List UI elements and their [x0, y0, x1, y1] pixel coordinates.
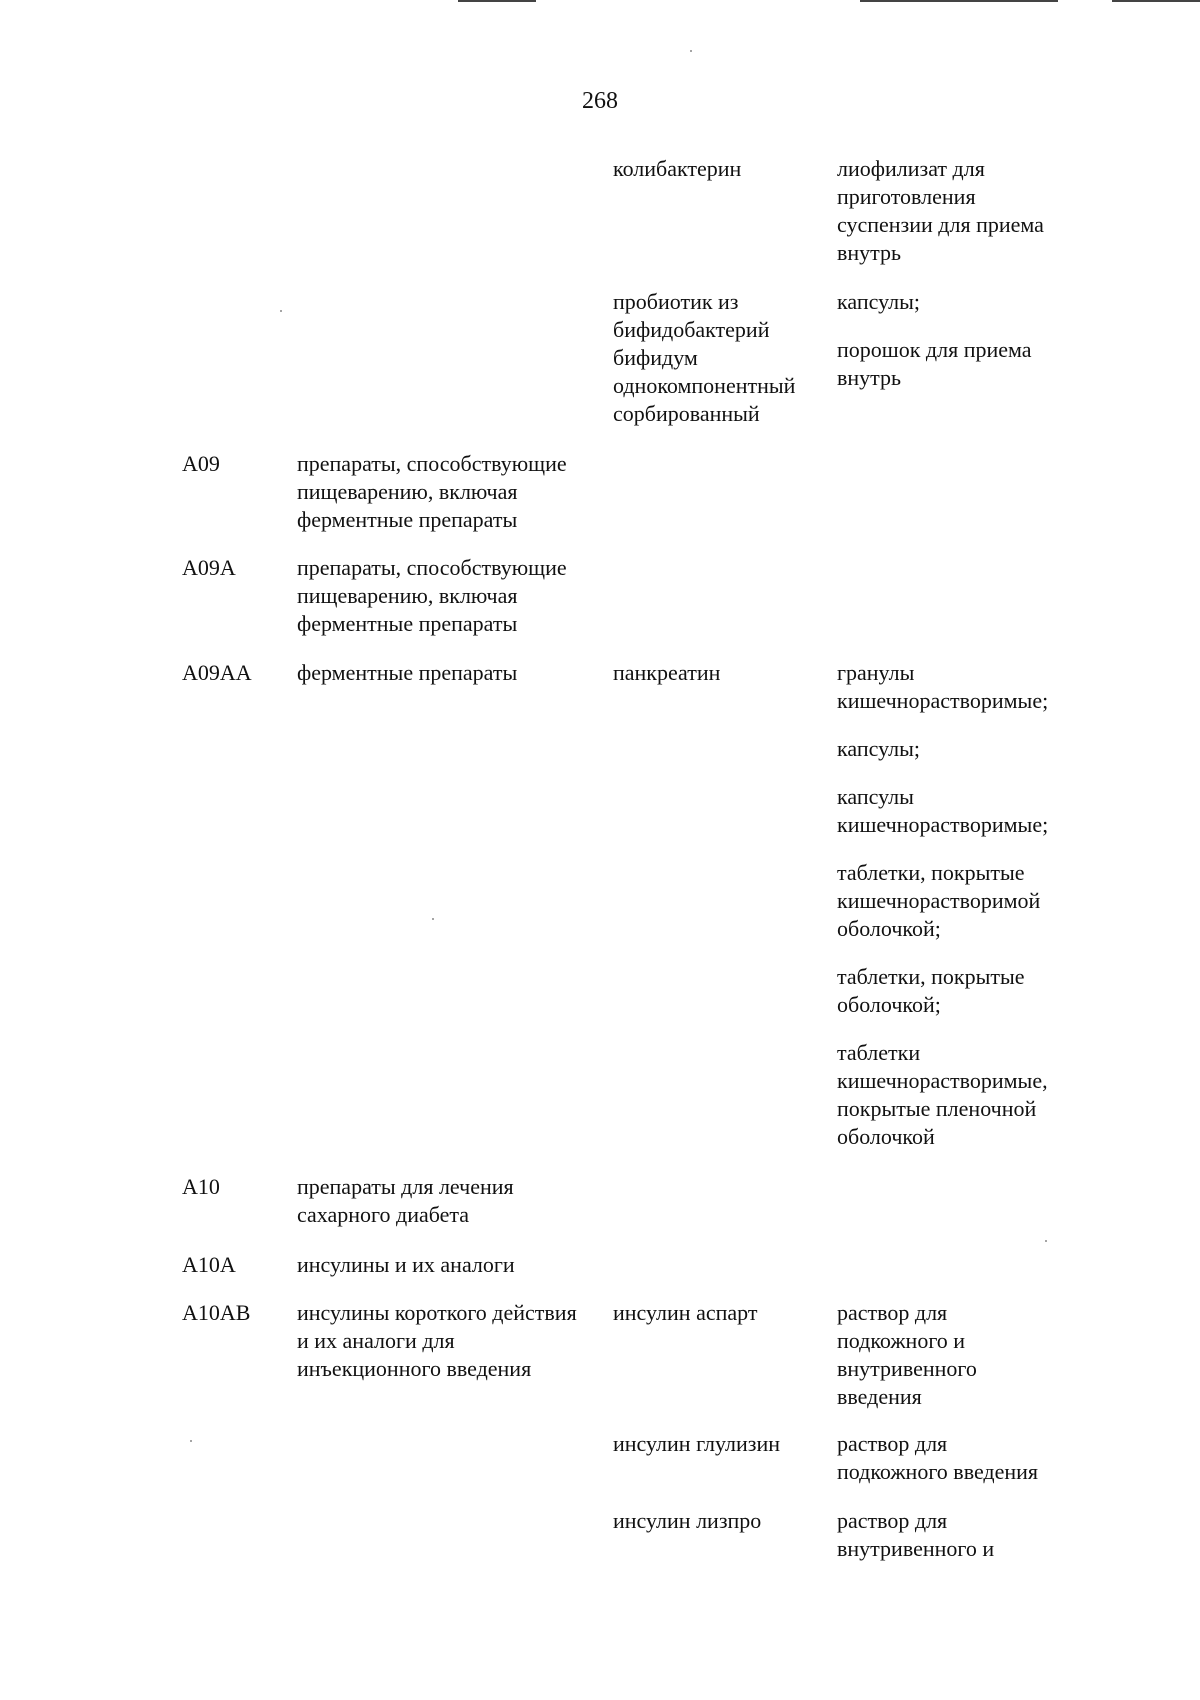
dosage-form-line: подкожного введения: [837, 1459, 1039, 1484]
dosage-form-line: раствор для: [837, 1508, 948, 1533]
dosage-form-line: капсулы;: [837, 736, 920, 761]
atc-group-name: препараты для лечения сахарного диабета: [297, 1174, 514, 1227]
drug-name: колибактерин: [613, 156, 742, 181]
atc-code: A09A: [182, 555, 236, 580]
dosage-form: [837, 1430, 1097, 1486]
dosage-forms: [837, 155, 1097, 267]
dosage-form-line: раствор для: [837, 1300, 948, 1325]
scan-edge-line: [458, 0, 536, 2]
dosage-form: [837, 1039, 1097, 1151]
dosage-form-line: оболочкой;: [837, 916, 941, 941]
dosage-form: [837, 859, 1097, 943]
dosage-form: [837, 783, 1097, 839]
dosage-form-line: покрытые пленочной: [837, 1096, 1037, 1121]
dosage-form-line: таблетки, покрытые: [837, 860, 1025, 885]
dosage-form-line: таблетки: [837, 1040, 921, 1065]
scan-speck: [432, 918, 434, 920]
scan-edge-line: [860, 0, 1058, 2]
dosage-form: [837, 1507, 1097, 1563]
dosage-form-line: внутрь: [837, 240, 902, 265]
dosage-form-line: лиофилизат для: [837, 156, 985, 181]
form-gap: [837, 1019, 1097, 1039]
dosage-form-line: кишечнорастворимые,: [837, 1068, 1048, 1093]
atc-group-name: препараты, способствующие пищеварению, включая ферментные препараты: [297, 555, 567, 636]
page-number: 268: [582, 88, 618, 114]
dosage-form-line: приготовления: [837, 184, 976, 209]
drug-name: инсулин аспарт: [613, 1300, 758, 1325]
form-gap: [837, 715, 1097, 735]
scan-edge-line: [1112, 0, 1200, 2]
dosage-form-line: внутривенного: [837, 1356, 977, 1381]
dosage-form-line: кишечнорастворимые;: [837, 812, 1049, 837]
dosage-form: [837, 735, 1097, 763]
scan-speck: [190, 1440, 192, 1442]
dosage-form: [837, 659, 1097, 715]
scan-speck: [690, 50, 692, 52]
dosage-form-line: внутривенного и: [837, 1536, 995, 1561]
atc-group-name: инсулины и их аналоги: [297, 1252, 515, 1277]
dosage-form-line: оболочкой;: [837, 992, 941, 1017]
drug-name: инсулин лизпро: [613, 1508, 762, 1533]
atc-group-name: ферментные препараты: [297, 660, 518, 685]
dosage-form-line: капсулы;: [837, 289, 920, 314]
scan-speck: [1045, 1240, 1047, 1242]
dosage-form-line: кишечнорастворимые;: [837, 688, 1049, 713]
dosage-form-line: таблетки, покрытые: [837, 964, 1025, 989]
atc-code: A09AA: [182, 660, 252, 685]
atc-group-name: препараты, способствующие пищеварению, включая ферментные препараты: [297, 451, 567, 532]
dosage-form-line: оболочкой: [837, 1124, 935, 1149]
dosage-forms: [837, 1430, 1097, 1486]
dosage-forms: [837, 1299, 1097, 1411]
atc-code: A10AB: [182, 1300, 251, 1325]
dosage-form: [837, 963, 1097, 1019]
dosage-form: [837, 155, 1097, 267]
dosage-form-line: внутрь: [837, 365, 902, 390]
dosage-form: [837, 336, 1097, 392]
atc-code: A10A: [182, 1252, 236, 1277]
dosage-forms: [837, 659, 1097, 1151]
scan-speck: [280, 310, 282, 312]
drug-name: панкреатин: [613, 660, 721, 685]
dosage-form: [837, 1299, 1097, 1411]
dosage-form-line: порошок для приема: [837, 337, 1032, 362]
dosage-form-line: капсулы: [837, 784, 914, 809]
dosage-forms: [837, 288, 1097, 392]
form-gap: [837, 943, 1097, 963]
dosage-forms: [837, 1507, 1097, 1563]
drug-name: пробиотик из бифидобактерий бифидум однокомпонентный сорбированный: [613, 289, 796, 426]
dosage-form-line: введения: [837, 1384, 922, 1409]
form-gap: [837, 316, 1097, 336]
dosage-form-line: суспензии для приема: [837, 212, 1044, 237]
dosage-form: [837, 288, 1097, 316]
dosage-form-line: раствор для: [837, 1431, 948, 1456]
dosage-form-line: кишечнорастворимой: [837, 888, 1041, 913]
atc-group-name: инсулины короткого действия и их аналоги для инъекционного введения: [297, 1300, 577, 1381]
form-gap: [837, 839, 1097, 859]
atc-code: A09: [182, 451, 220, 476]
drug-name: инсулин глулизин: [613, 1431, 780, 1456]
form-gap: [837, 763, 1097, 783]
atc-code: A10: [182, 1174, 220, 1199]
dosage-form-line: гранулы: [837, 660, 915, 685]
dosage-form-line: подкожного и: [837, 1328, 966, 1353]
